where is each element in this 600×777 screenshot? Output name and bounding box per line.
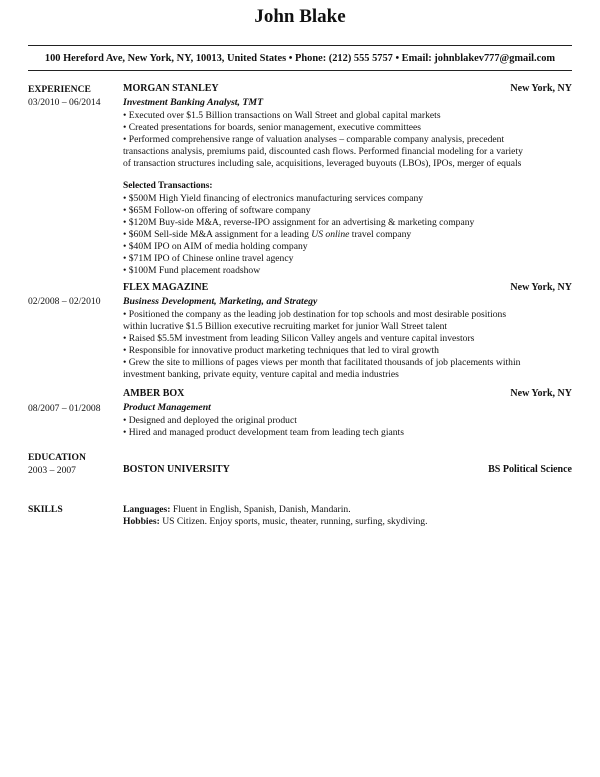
job-bullet: • Responsible for innovative product marketing techniques that led to viral growth [123, 345, 439, 356]
job-bullet-continued: of transaction structures including sale, acquisitions, leveraged buyouts (LBOs), IPOs, merger of equals [123, 158, 522, 169]
job-company: MORGAN STANLEY [123, 83, 219, 94]
skills-hobbies-value: US Citizen. Enjoy sports, music, theater, running, surfing, skydiving. [159, 516, 428, 527]
job-bullet: • Hired and managed product development team from leading tech giants [123, 427, 404, 438]
job-bullet: • Grew the site to millions of pages views per month that facilitated thousands of job placements within [123, 357, 521, 368]
job-title: Investment Banking Analyst, TMT [123, 97, 264, 108]
transaction-item: • $40M IPO on AIM of media holding company [123, 241, 308, 252]
transaction-item: • $120M Buy-side M&A, reverse-IPO assignment for an advertising & marketing company [123, 217, 475, 228]
skills-languages-value: Fluent in English, Spanish, Danish, Mandarin. [170, 504, 351, 515]
job-dates: 02/2008 – 02/2010 [28, 296, 101, 307]
job-dates: 03/2010 – 06/2014 [28, 97, 101, 108]
job-bullet: • Positioned the company as the leading job destination for top schools and most desirable positions [123, 309, 507, 320]
transaction-text: • $60M Sell-side M&A assignment for a leading [123, 229, 312, 240]
section-heading-education: EDUCATION [28, 452, 86, 463]
transaction-item: • $71M IPO of Chinese online travel agency [123, 253, 294, 264]
transaction-item: • $65M Follow-on offering of software company [123, 205, 311, 216]
header-rule-top [28, 45, 572, 46]
skills-hobbies-label: Hobbies: [123, 516, 160, 527]
job-bullet: • Designed and deployed the original product [123, 415, 297, 426]
job-bullet: • Raised $5.5M investment from leading Silicon Valley angels and venture capital investors [123, 333, 475, 344]
job-title: Business Development, Marketing, and Strategy [123, 296, 318, 307]
transaction-item: • $100M Fund placement roadshow [123, 265, 261, 276]
section-heading-skills: SKILLS [28, 504, 63, 515]
job-location: New York, NY [510, 388, 572, 399]
transaction-italic-text: US online [311, 229, 350, 240]
transaction-item: • $500M High Yield financing of electronics manufacturing services company [123, 193, 424, 204]
job-bullet: • Created presentations for boards, senior management, executive committees [123, 122, 421, 133]
job-bullet-continued: transactions analysis, premiums paid, discounted cash flows. Performed financial modeling for a variety [123, 146, 523, 157]
job-company: AMBER BOX [123, 388, 185, 399]
candidate-name: John Blake [254, 6, 346, 27]
education-dates: 2003 – 2007 [28, 465, 76, 476]
transaction-tail-text: travel company [349, 229, 412, 240]
skills-languages [123, 504, 351, 515]
job-bullet-continued: investment banking, private equity, venture capital and media industries [123, 369, 399, 380]
job-bullet: • Performed comprehensive range of valuation analyses – comparable company analysis, precedent [123, 134, 505, 145]
selected-transactions-heading: Selected Transactions: [123, 181, 213, 191]
job-location: New York, NY [510, 83, 572, 94]
contact-line: 100 Hereford Ave, New York, NY, 10013, United States • Phone: (212) 555 5757 • Email: johnblakev777@gmail.com [44, 53, 556, 64]
job-dates: 08/2007 – 01/2008 [28, 403, 101, 414]
header-rule-bottom [28, 70, 572, 71]
education-degree: BS Political Science [488, 464, 572, 475]
job-company: FLEX MAGAZINE [123, 282, 209, 293]
job-bullet: • Executed over $1.5 Billion transactions on Wall Street and global capital markets [123, 110, 441, 121]
skills-languages-label: Languages: [123, 504, 171, 515]
job-bullet-continued: within lucrative $1.5 Billion executive recruiting market for junior Wall Street talent [123, 321, 448, 332]
transaction-item [123, 229, 411, 240]
section-heading-experience: EXPERIENCE [28, 84, 91, 95]
job-location: New York, NY [510, 282, 572, 293]
job-title: Product Management [123, 402, 211, 413]
education-school: BOSTON UNIVERSITY [123, 464, 230, 475]
skills-hobbies [123, 516, 427, 527]
